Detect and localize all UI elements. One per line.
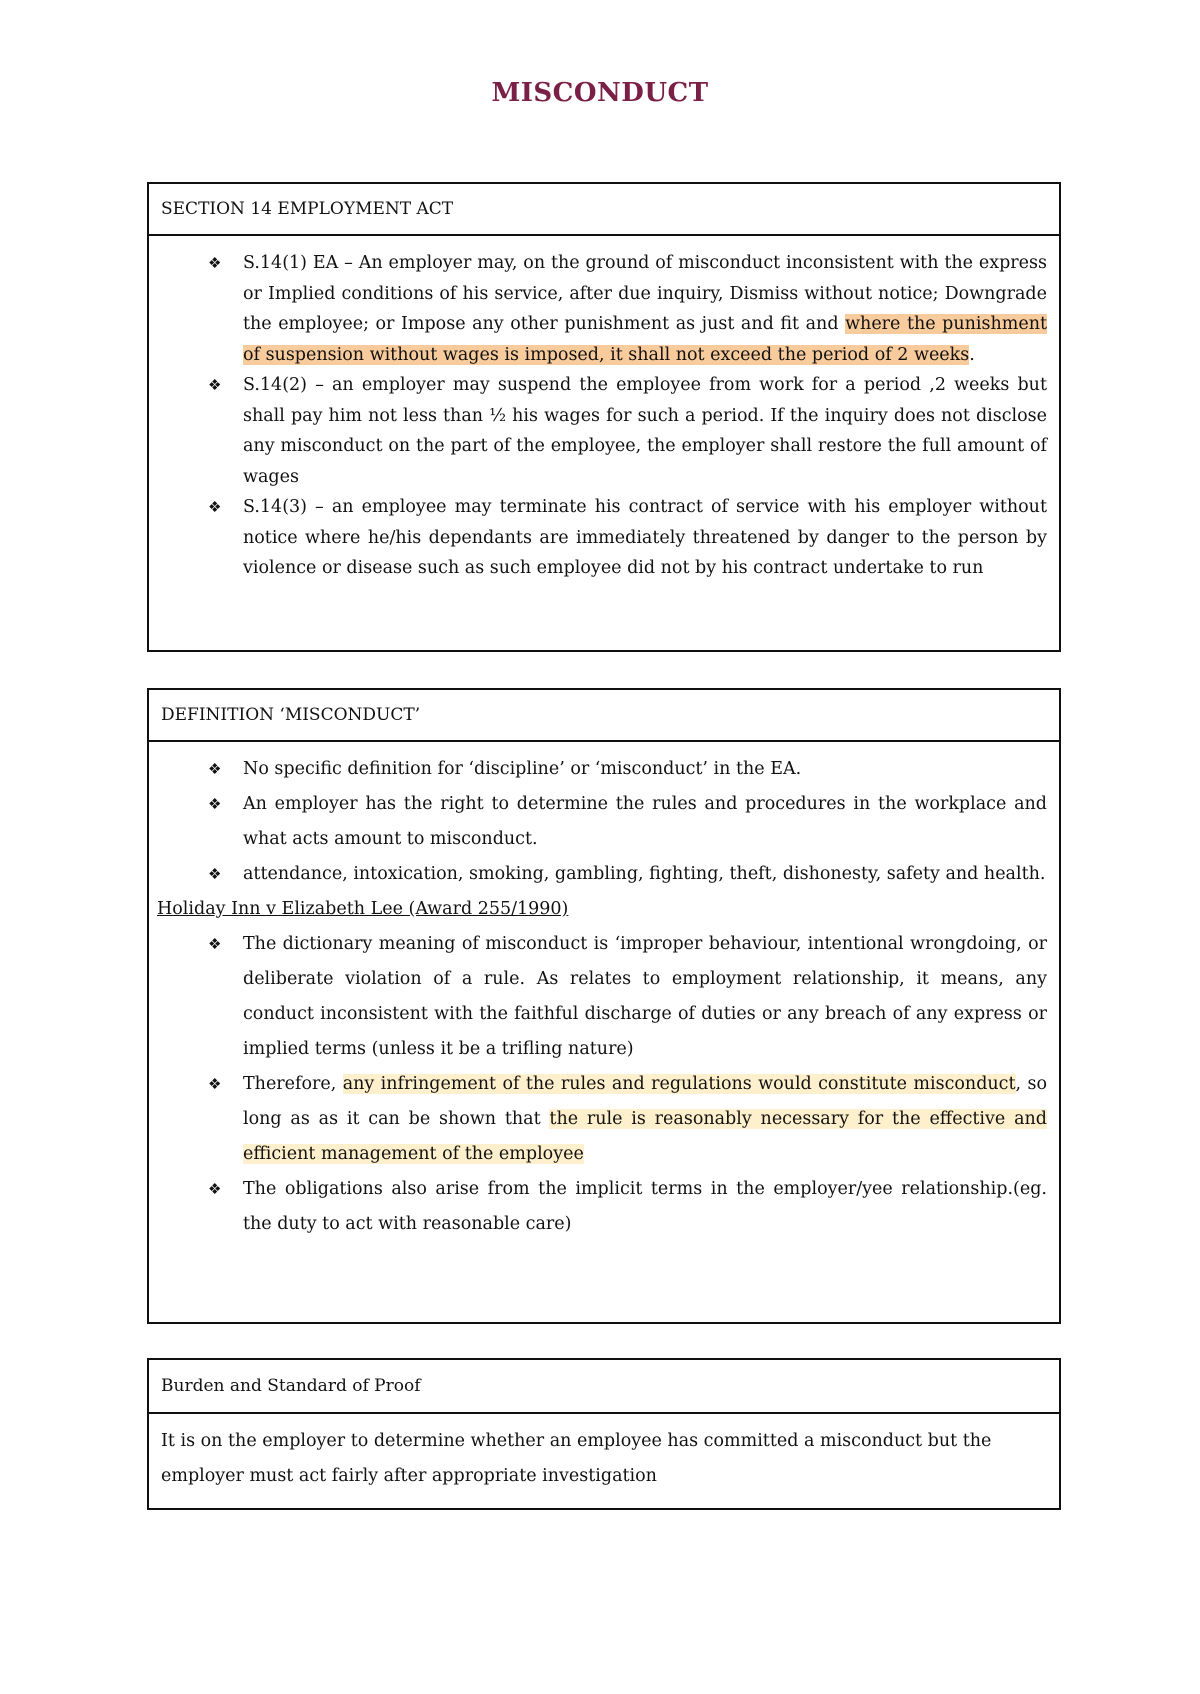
- diamond-bullet-icon: ❖: [208, 254, 222, 272]
- section-burden-of-proof: [147, 1358, 1061, 1510]
- list-item: ❖ S.14(2) – an employer may suspend the employee from work for a period ,2 weeks but shall pay him not less than ½ his wages for such a period. If the inquiry does not disclose any misconduct on the part of the employee, the employer shall restore the full amount of wages: [161, 370, 1047, 492]
- paragraph: It is on the employer to determine whether an employee has committed a misconduct but the employer must act fairly after appropriate investigation: [161, 1431, 992, 1486]
- list-item: ❖ Therefore, any infringement of the rules and regulations would constitute misconduct, so long as as it can be shown that the rule is reasonably necessary for the effective and efficient management of the employee: [161, 1067, 1047, 1172]
- section-body: [149, 1414, 1059, 1502]
- list-item: ❖ The obligations also arise from the implicit terms in the employer/yee relationship.(eg. the duty to act with reasonable care): [161, 1172, 1047, 1242]
- bullet-list: [161, 248, 1047, 584]
- section-heading: Burden and Standard of Proof: [149, 1360, 1059, 1414]
- case-title: Holiday Inn v Elizabeth Lee (Award 255/1990): [157, 899, 569, 919]
- section-definition-misconduct: [147, 688, 1061, 1324]
- page-title: MISCONDUCT: [491, 78, 709, 108]
- diamond-bullet-icon: ❖: [208, 865, 222, 883]
- diamond-bullet-icon: ❖: [208, 1075, 222, 1093]
- diamond-bullet-icon: ❖: [208, 1180, 222, 1198]
- section-body: [149, 742, 1059, 1250]
- diamond-bullet-icon: ❖: [208, 760, 222, 778]
- highlight: any infringement of the rules and regulations would constitute misconduct: [342, 1074, 1016, 1094]
- diamond-bullet-icon: ❖: [208, 935, 222, 953]
- highlight: where the punishment of suspension without wages is imposed, it shall not exceed the period of 2 weeks: [243, 314, 1047, 365]
- highlight: the rule is reasonably necessary for the effective and efficient management of the employee: [243, 1109, 1047, 1164]
- list-item: ❖ An employer has the right to determine the rules and procedures in the workplace and what acts amount to misconduct.: [161, 787, 1047, 857]
- list-item: ❖ S.14(1) EA – An employer may, on the ground of misconduct inconsistent with the express or Implied conditions of his service, after due inquiry, Dismiss without notice; Downgrade the employee; or Impose any other punishment as just and fit and where the punishment of suspension without wages is imposed, it shall not exceed the period of 2 weeks.: [161, 248, 1047, 370]
- list-item: ❖ S.14(3) – an employee may terminate his contract of service with his employer without notice where he/his dependants are immediately threatened by danger to the person by violence or disease such as such employee did not by his contract undertake to run: [161, 492, 1047, 584]
- section-employment-act: [147, 182, 1061, 652]
- list-item: ❖ The dictionary meaning of misconduct is ‘improper behaviour, intentional wrongdoing, or deliberate violation of a rule. As relates to employment relationship, it means, any conduct inconsistent with the faithful discharge of duties or any breach of any express or implied terms (unless it be a trifling nature): [161, 927, 1047, 1067]
- diamond-bullet-icon: ❖: [208, 376, 222, 394]
- section-body: [149, 236, 1059, 592]
- section-heading: DEFINITION ‘MISCONDUCT’: [149, 690, 1059, 742]
- bullet-list: [161, 752, 1047, 892]
- list-item: ❖ attendance, intoxication, smoking, gambling, fighting, theft, dishonesty, safety and health.: [161, 857, 1047, 892]
- diamond-bullet-icon: ❖: [208, 795, 222, 813]
- case-bullet-list: [161, 927, 1047, 1242]
- diamond-bullet-icon: ❖: [208, 498, 222, 516]
- section-heading: SECTION 14 EMPLOYMENT ACT: [149, 184, 1059, 236]
- list-item: ❖ No specific definition for ‘discipline’ or ‘misconduct’ in the EA.: [161, 752, 1047, 787]
